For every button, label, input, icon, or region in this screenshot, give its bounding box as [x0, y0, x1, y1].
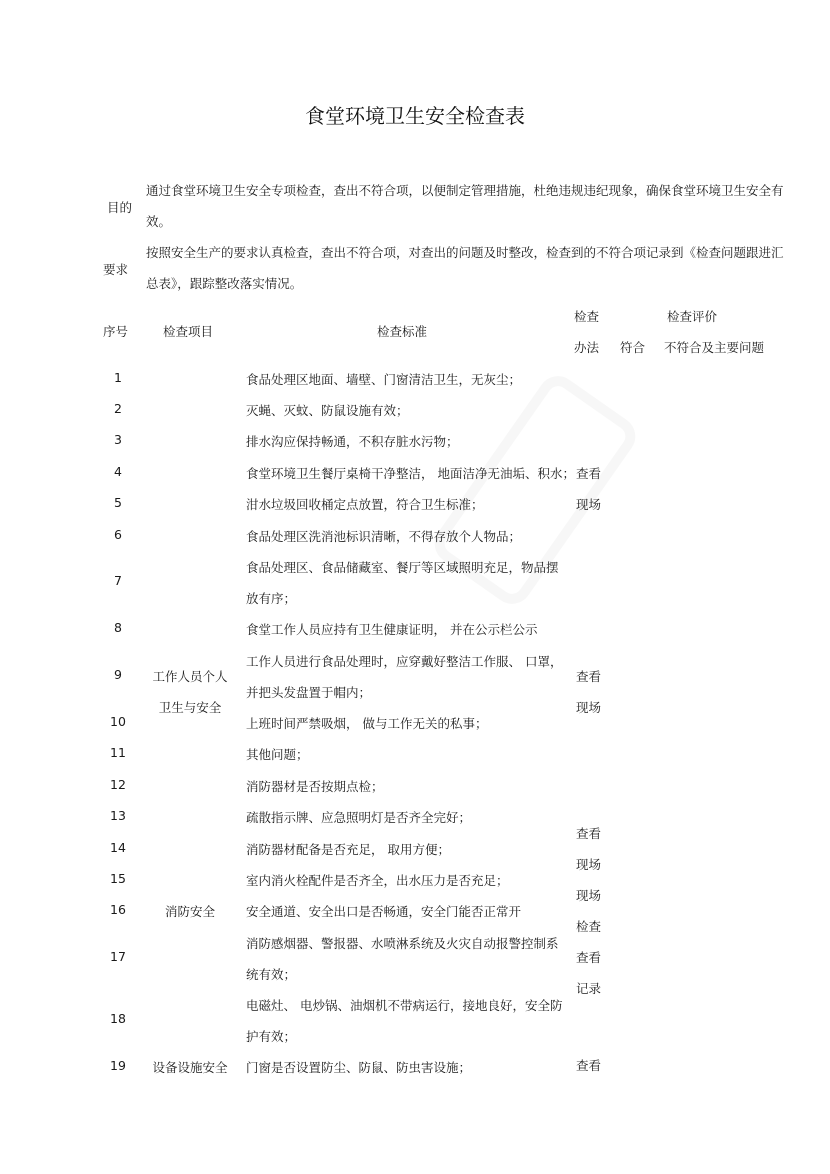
method-text: 记录 — [576, 981, 602, 996]
standard-text: 灭蝇、灭蚊、防鼠设施有效； — [246, 403, 409, 418]
row-number: 5 — [114, 495, 122, 510]
row-number: 7 — [114, 573, 122, 588]
purpose-label: 目的 — [107, 200, 133, 215]
row-number: 13 — [110, 808, 126, 823]
row-number: 4 — [114, 464, 122, 479]
row-number: 8 — [114, 620, 122, 635]
standard-text: 消防器材是否按期点检； — [246, 779, 384, 794]
method-text: 查看 — [576, 826, 602, 841]
category-personal-hygiene: 工作人员个人 — [152, 669, 228, 684]
row-number: 10 — [110, 714, 126, 729]
standard-text: 食堂工作人员应持有卫生健康证明， 并在公示栏公示 — [246, 622, 538, 637]
header-method-line2: 办法 — [574, 340, 600, 355]
standard-text: 疏散指示牌、应急照明灯是否齐全完好； — [246, 810, 472, 825]
standard-text: 室内消火栓配件是否齐全，出水压力是否充足； — [246, 873, 509, 888]
method-text: 现场 — [576, 700, 602, 715]
method-text: 现场 — [576, 857, 602, 872]
method-text: 现场 — [576, 497, 602, 512]
standard-text: 统有效； — [246, 967, 297, 982]
row-number: 14 — [110, 840, 126, 855]
standard-text: 工作人员进行食品处理时，应穿戴好整洁工作服、 口罩， — [246, 654, 563, 669]
standard-text: 排水沟应保持畅通，不积存脏水污物； — [246, 434, 459, 449]
method-text: 查看 — [576, 950, 602, 965]
standard-text: 放有序； — [246, 591, 297, 606]
row-number: 15 — [110, 871, 126, 886]
standard-text: 并把头发盘置于帽内； — [246, 685, 372, 700]
method-text: 检查 — [576, 919, 602, 934]
standard-text: 上班时间严禁吸烟， 做与工作无关的私事； — [246, 716, 488, 731]
method-text: 现场 — [576, 888, 602, 903]
header-evaluation: 检查评价 — [667, 309, 718, 324]
row-number: 9 — [114, 667, 122, 682]
header-conform: 符合 — [620, 340, 646, 355]
standard-text: 食堂环境卫生餐厅桌椅干净整洁， 地面洁净无油垢、积水； — [246, 466, 575, 481]
standard-text: 门窗是否设置防尘、防鼠、防虫害设施； — [246, 1060, 472, 1075]
row-number: 3 — [114, 432, 122, 447]
requirement-label: 要求 — [103, 262, 129, 277]
method-text: 查看 — [576, 669, 602, 684]
standard-text: 食品处理区、食品储藏室、餐厅等区域照明充足，物品摆 — [246, 560, 559, 575]
header-standard: 检查标准 — [377, 324, 428, 339]
requirement-text: 按照安全生产的要求认真检查，查出不符合项，对查出的问题及时整改，检查到的不符合项记录到《检查问题跟进汇总表》，跟踪整改落实情况。 — [146, 245, 784, 291]
row-number: 6 — [114, 527, 122, 542]
standard-text: 其他问题； — [246, 747, 309, 762]
standard-text: 电磁灶、 电炒锅、油烟机不带病运行，接地良好，安全防 — [246, 998, 563, 1013]
standard-text: 消防器材配备是否充足， 取用方便； — [246, 842, 450, 857]
standard-text: 食品处理区洗消池标识清晰，不得存放个人物品； — [246, 529, 522, 544]
row-number: 1 — [114, 370, 122, 385]
row-number: 12 — [110, 777, 126, 792]
method-text: 查看 — [576, 466, 602, 481]
row-number: 18 — [110, 1011, 126, 1026]
header-method-line1: 检查 — [574, 309, 600, 324]
standard-text: 安全通道、安全出口是否畅通，安全门能否正常开 — [246, 904, 522, 919]
header-nonconform: 不符合及主要问题 — [664, 340, 765, 355]
category-equipment-safety: 设备设施安全 — [152, 1060, 228, 1075]
standard-text: 消防感烟器、警报器、水喷淋系统及火灾自动报警控制系 — [246, 936, 559, 951]
category-personal-hygiene: 卫生与安全 — [158, 700, 222, 715]
page-title: 食堂环境卫生安全检查表 — [305, 104, 525, 128]
purpose-text: 通过食堂环境卫生安全专项检查，查出不符合项，以便制定管理措施，杜绝违规违纪现象，确保食堂环境卫生安全有效。 — [146, 183, 784, 229]
standard-text: 护有效； — [246, 1029, 297, 1044]
row-number: 17 — [110, 949, 126, 964]
method-text: 查看 — [576, 1058, 602, 1073]
standard-text: 泔水垃圾回收桶定点放置，符合卫生标准； — [246, 497, 484, 512]
category-fire-safety: 消防安全 — [164, 904, 215, 919]
row-number: 11 — [110, 745, 126, 760]
row-number: 19 — [110, 1058, 126, 1073]
standard-text: 食品处理区地面、墙壁、门窗清洁卫生，无灰尘； — [246, 372, 522, 387]
header-seq: 序号 — [103, 324, 129, 339]
header-item: 检查项目 — [163, 324, 214, 339]
row-number: 2 — [114, 401, 122, 416]
row-number: 16 — [110, 902, 126, 917]
